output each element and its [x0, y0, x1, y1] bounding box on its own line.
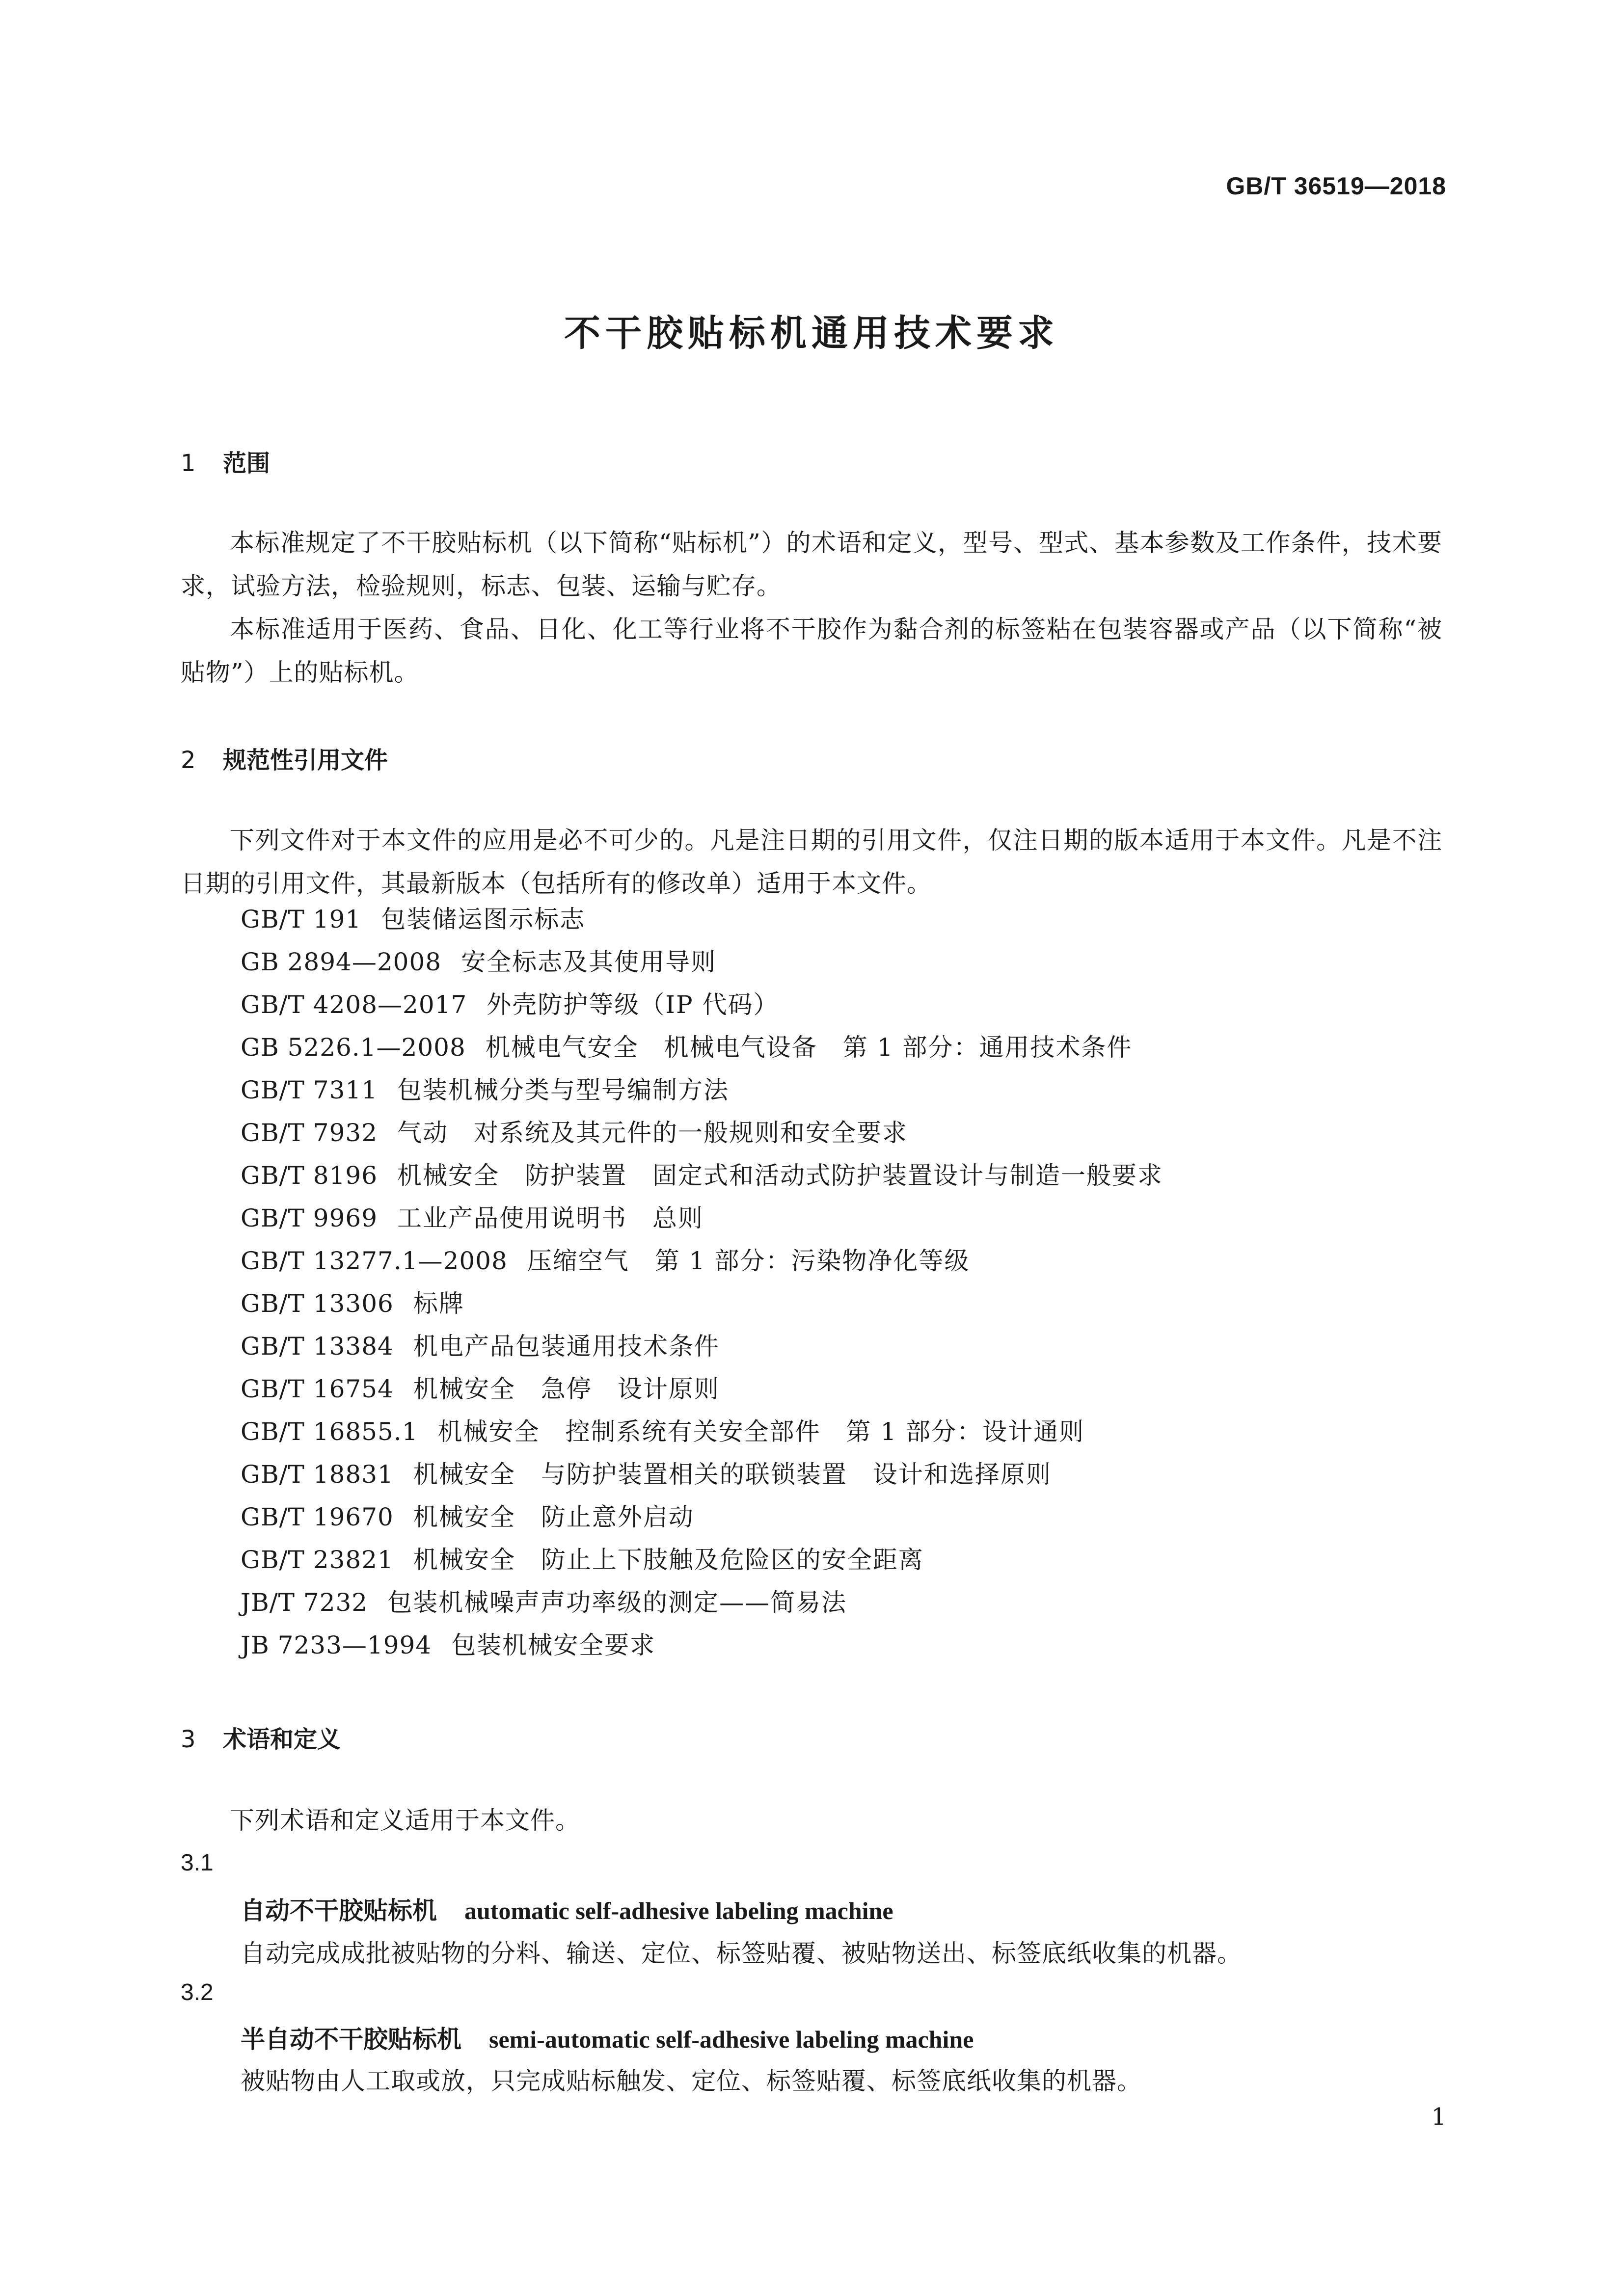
reference-code: GB/T 13277.1—2008 — [241, 1247, 508, 1275]
reference-item — [241, 1539, 1163, 1581]
reference-title: 机械安全 急停 设计原则 — [413, 1375, 720, 1403]
reference-item — [241, 1112, 1163, 1154]
reference-title: 压缩空气 第 1 部分：污染物净化等级 — [527, 1247, 970, 1275]
reference-title: 包装机械分类与型号编制方法 — [397, 1076, 730, 1104]
term-chinese: 自动不干胶贴标机 — [241, 1896, 437, 1925]
reference-item — [241, 1496, 1163, 1539]
section-number: 2 — [181, 747, 196, 774]
reference-code: GB 2894—2008 — [241, 948, 442, 976]
section-heading-scope — [181, 444, 270, 478]
term-english: automatic self-adhesive labeling machine — [464, 1897, 893, 1924]
reference-code: GB/T 19670 — [241, 1503, 394, 1531]
reference-code: GB/T 13384 — [241, 1332, 394, 1361]
section-title: 规范性引用文件 — [223, 747, 388, 774]
section-heading-normative-references — [181, 741, 388, 775]
reference-code: GB/T 23821 — [241, 1546, 394, 1574]
clause-number: 3.1 — [181, 1850, 214, 1876]
reference-item — [241, 1240, 1163, 1282]
term-heading — [241, 2020, 974, 2055]
reference-code: JB 7233—1994 — [241, 1631, 432, 1659]
reference-item — [241, 1624, 1163, 1667]
reference-title: 安全标志及其使用导则 — [461, 948, 717, 976]
reference-item — [241, 1282, 1163, 1325]
reference-code: GB/T 4208—2017 — [241, 990, 467, 1019]
reference-item — [241, 1069, 1163, 1112]
section-number: 1 — [181, 450, 196, 477]
reference-item — [241, 1154, 1163, 1197]
reference-title: 机械电气安全 机械电气设备 第 1 部分：通用技术条件 — [485, 1033, 1133, 1062]
reference-title: 包装储运图示标志 — [381, 905, 586, 934]
reference-title: 机械安全 防止上下肢触及危险区的安全距离 — [413, 1546, 924, 1574]
section-title: 范围 — [223, 450, 270, 477]
clause-number: 3.2 — [181, 1979, 214, 2005]
reference-item — [241, 1197, 1163, 1240]
scope-paragraph-2: 本标准适用于医药、食品、日化、化工等行业将不干胶作为黏合剂的标签粘在包装容器或产品（以下简称“被贴物”）上的贴标机。 — [181, 615, 1442, 687]
reference-title: 工业产品使用说明书 总则 — [397, 1204, 704, 1232]
reference-item — [241, 1581, 1163, 1624]
reference-title: 气动 对系统及其元件的一般规则和安全要求 — [397, 1119, 908, 1147]
page-number: 1 — [1431, 2103, 1446, 2131]
reference-title: 机械安全 与防护装置相关的联锁装置 设计和选择原则 — [413, 1460, 1052, 1489]
reference-title: 机电产品包装通用技术条件 — [413, 1332, 720, 1361]
reference-item — [241, 1368, 1163, 1411]
reference-item — [241, 1453, 1163, 1496]
reference-item — [241, 1026, 1163, 1069]
reference-title: 外壳防护等级（IP 代码） — [487, 990, 779, 1019]
section-number: 3 — [181, 1726, 196, 1753]
reference-code: GB/T 13306 — [241, 1289, 394, 1318]
term-chinese: 半自动不干胶贴标机 — [241, 2025, 461, 2054]
term-definition: 被贴物由人工取或放，只完成贴标触发、定位、标签贴覆、标签底纸收集的机器。 — [241, 2067, 1142, 2095]
term-english: semi-automatic self-adhesive labeling machine — [489, 2026, 974, 2053]
document-title: 不干胶贴标机通用技术要求 — [564, 312, 1059, 354]
reference-list — [241, 898, 1163, 1667]
reference-title: 机械安全 控制系统有关安全部件 第 1 部分：设计通则 — [437, 1417, 1085, 1446]
reference-code: GB/T 16754 — [241, 1375, 394, 1403]
reference-item — [241, 941, 1163, 984]
terms-intro: 下列术语和定义适用于本文件。 — [230, 1806, 580, 1835]
reference-item — [241, 898, 1163, 941]
reference-code: GB/T 9969 — [241, 1204, 378, 1232]
reference-code: JB/T 7232 — [241, 1588, 368, 1617]
reference-title: 包装机械噪声声功率级的测定——简易法 — [387, 1588, 847, 1617]
section-title: 术语和定义 — [223, 1726, 341, 1753]
standard-code: GB/T 36519—2018 — [1226, 172, 1446, 200]
reference-code: GB/T 18831 — [241, 1460, 394, 1489]
reference-code: GB/T 16855.1 — [241, 1417, 418, 1446]
reference-item — [241, 1325, 1163, 1368]
reference-code: GB/T 7311 — [241, 1076, 378, 1104]
references-intro: 下列文件对于本文件的应用是必不可少的。凡是注日期的引用文件，仅注日期的版本适用于本文件。凡是不注日期的引用文件，其最新版本（包括所有的修改单）适用于本文件。 — [181, 826, 1442, 898]
term-definition: 自动完成成批被贴物的分料、输送、定位、标签贴覆、被贴物送出、标签底纸收集的机器。 — [241, 1939, 1242, 1968]
reference-title: 标牌 — [413, 1289, 464, 1318]
reference-title: 机械安全 防止意外启动 — [413, 1503, 694, 1531]
term-heading — [241, 1891, 893, 1926]
reference-item — [241, 984, 1163, 1026]
section-heading-terms-definitions — [181, 1720, 341, 1754]
reference-code: GB 5226.1—2008 — [241, 1033, 466, 1062]
reference-code: GB/T 8196 — [241, 1161, 378, 1190]
reference-title: 包装机械安全要求 — [451, 1631, 656, 1659]
reference-title: 机械安全 防护装置 固定式和活动式防护装置设计与制造一般要求 — [397, 1161, 1163, 1190]
reference-code: GB/T 7932 — [241, 1119, 378, 1147]
reference-item — [241, 1411, 1163, 1453]
scope-paragraph-1: 本标准规定了不干胶贴标机（以下简称“贴标机”）的术语和定义，型号、型式、基本参数及工作条件，技术要求，试验方法，检验规则，标志、包装、运输与贮存。 — [181, 529, 1442, 600]
reference-code: GB/T 191 — [241, 905, 362, 934]
